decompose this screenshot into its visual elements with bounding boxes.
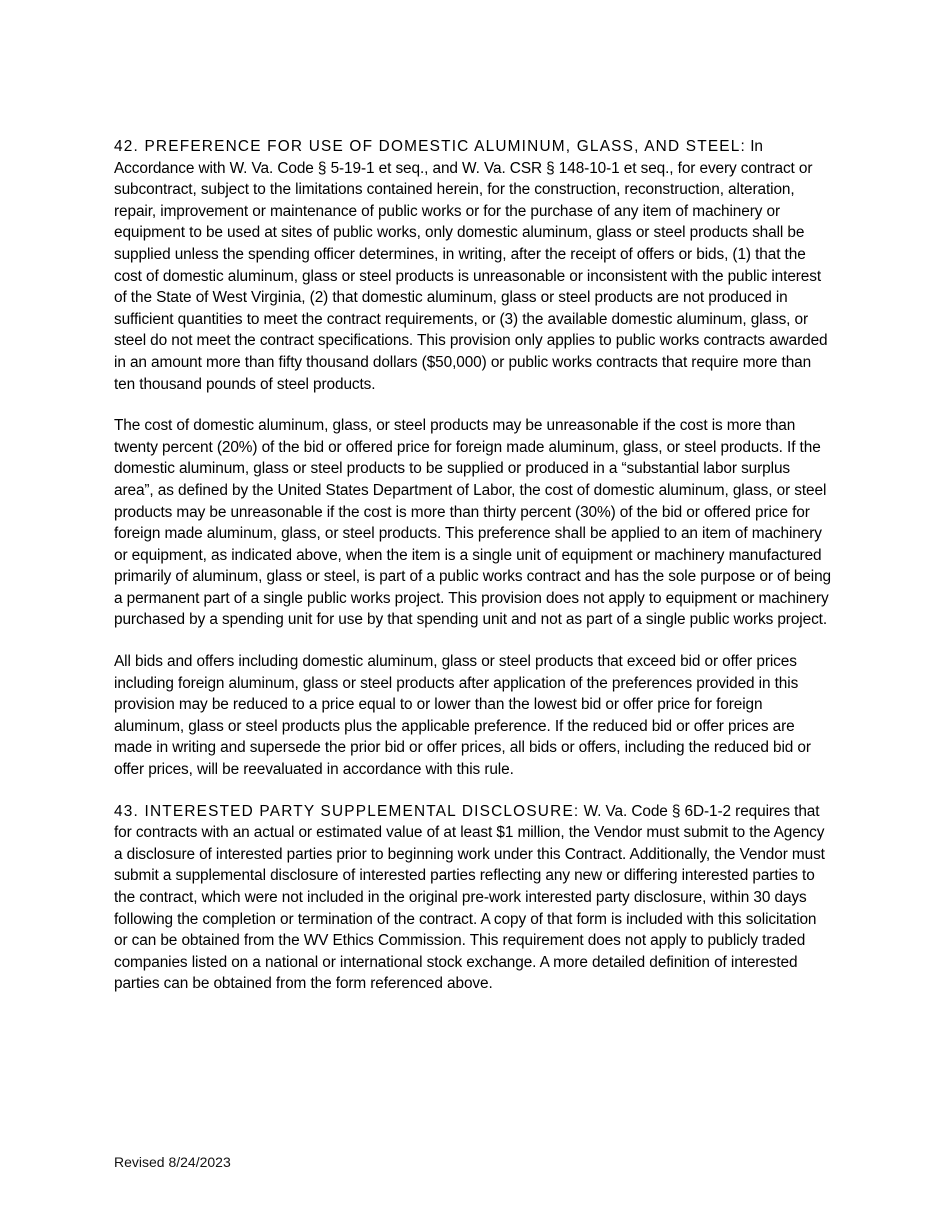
revision-date-footer: Revised 8/24/2023: [114, 1154, 231, 1170]
section-42-paragraph-1: [114, 136, 832, 395]
section-42-paragraph-1-body: In Accordance with W. Va. Code § 5-19-1 et seq., and W. Va. CSR § 148-10-1 et seq., for every contract or subcontract, subject to the limitations contained herein, for the construction, reconstruction, alteration, repair, improvement or maintenance of public works or for the purchase of any item of machinery or equipment to be used at sites of public works, only domestic aluminum, glass or steel products shall be supplied unless the spending officer determines, in writing, after the receipt of offers or bids, (1) that the cost of domestic aluminum, glass or steel products is unreasonable or inconsistent with the public interest of the State of West Virginia, (2) that domestic aluminum, glass or steel products are not produced in sufficient quantities to meet the contract requirements, or (3) the available domestic aluminum, glass, or steel do not meet the contract specifications. This provision only applies to public works contracts awarded in an amount more than fifty thousand dollars ($50,000) or public works contracts that require more than ten thousand pounds of steel products.: [114, 138, 828, 393]
document-body: [114, 136, 832, 1015]
section-43-heading: 43. INTERESTED PARTY SUPPLEMENTAL DISCLOSURE:: [114, 802, 580, 820]
section-42-heading: 42. PREFERENCE FOR USE OF DOMESTIC ALUMINUM, GLASS, AND STEEL:: [114, 138, 746, 155]
section-42-paragraph-3: All bids and offers including domestic aluminum, glass or steel products that exceed bid or offer prices including foreign aluminum, glass or steel products after application of the preferences provided in this provision may be reduced to a price equal to or lower than the lowest bid or offer price for foreign aluminum, glass or steel products plus the applicable preference. If the reduced bid or offer prices are made in writing and supersede the prior bid or offer prices, all bids or offers, including the reduced bid or offer prices, will be reevaluated in accordance with this rule.: [114, 653, 811, 779]
section-42-paragraph-2: The cost of domestic aluminum, glass, or steel products may be unreasonable if the cost is more than twenty percent (20%) of the bid or offered price for foreign made aluminum, glass, or steel products. If the domestic aluminum, glass or steel products to be supplied or produced in a “substantial labor surplus area”, as defined by the United States Department of Labor, the cost of domestic aluminum, glass, or steel products may be unreasonable if the cost is more than thirty percent (30%) of the bid or offered price for foreign made aluminum, glass, or steel products. This preference shall be applied to an item of machinery or equipment, as indicated above, when the item is a single unit of equipment or machinery manufactured primarily of aluminum, glass or steel, is part of a public works contract and has the sole purpose or of being a permanent part of a single public works project. This provision does not apply to equipment or machinery purchased by a spending unit for use by that spending unit and not as part of a single public works project.: [114, 417, 831, 629]
section-43-body: W. Va. Code § 6D-1-2 requires that for contracts with an actual or estimated value of at least $1 million, the Vendor must submit to the Agency a disclosure of interested parties prior to beginning work under this Contract. Additionally, the Vendor must submit a supplemental disclosure of interested parties reflecting any new or differing interested parties to the contract, which were not included in the original pre-work interested party disclosure, within 30 days following the completion or termination of the contract. A copy of that form is included with this solicitation or can be obtained from the WV Ethics Commission. This requirement does not apply to publicly traded companies listed on a national or international stock exchange. A more detailed definition of interested parties can be obtained from the form referenced above.: [114, 802, 825, 993]
section-43-paragraph: [114, 801, 832, 995]
